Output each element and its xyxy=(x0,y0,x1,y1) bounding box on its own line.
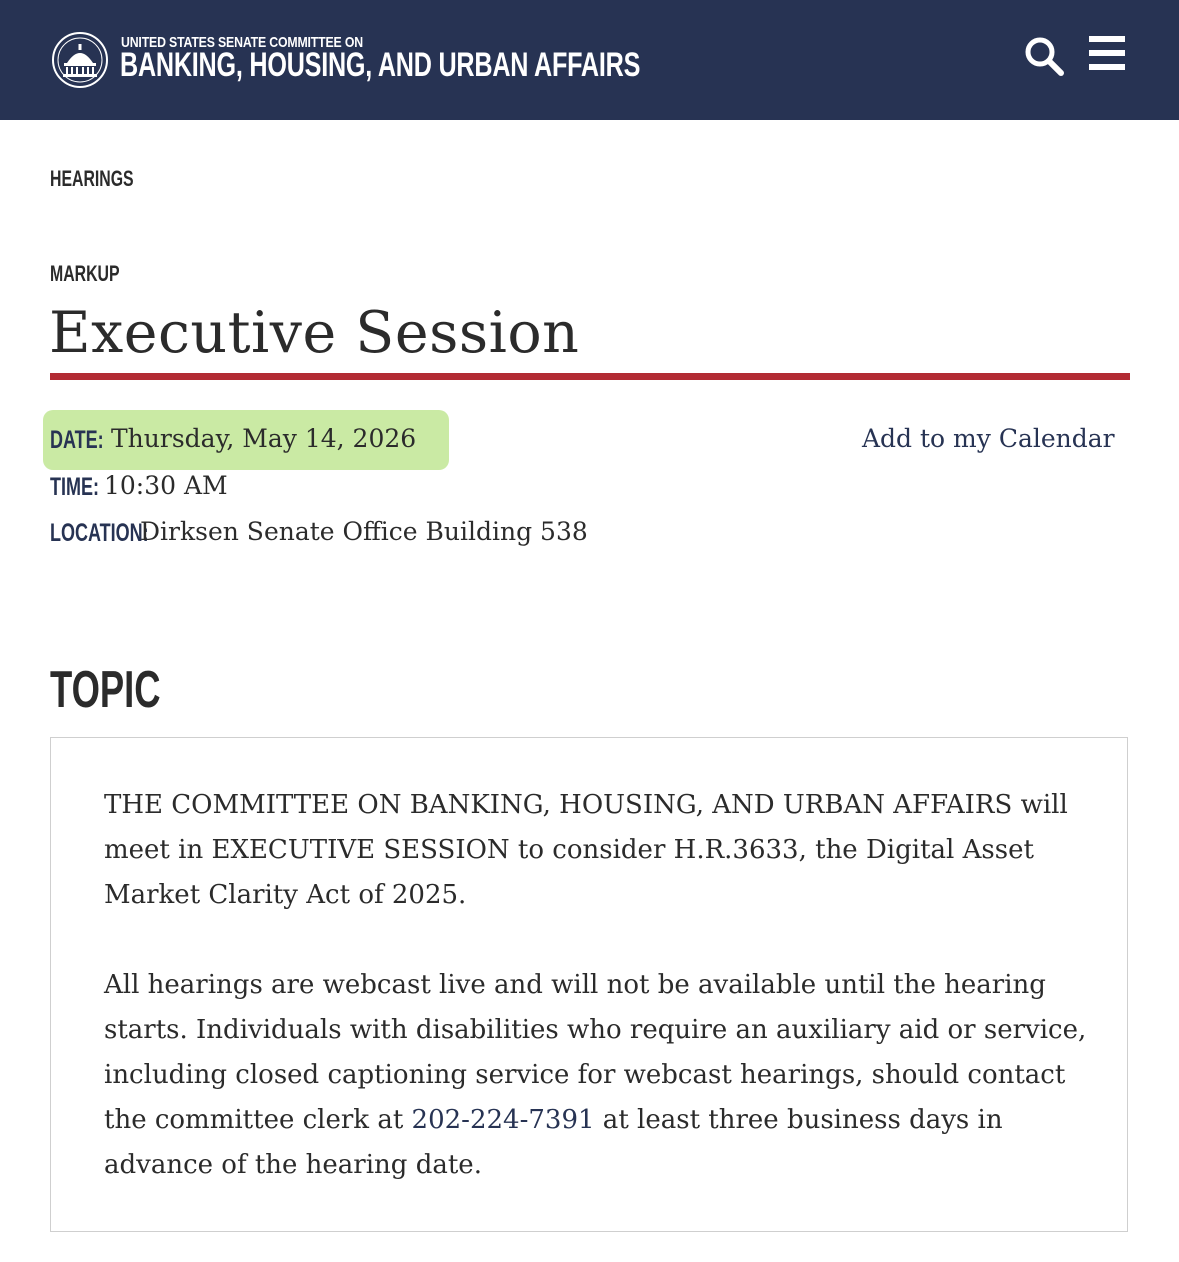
location-label: LOCATION: xyxy=(50,519,149,547)
date-value: Thursday, May 14, 2026 xyxy=(111,424,417,453)
topic-paragraph-2 xyxy=(104,963,1094,1188)
add-to-calendar-link[interactable]: Add to my Calendar xyxy=(862,424,1115,453)
title-divider xyxy=(50,373,1130,380)
site-header xyxy=(0,0,1179,120)
page-title: Executive Session xyxy=(49,300,580,366)
topic-paragraph-1: THE COMMITTEE ON BANKING, HOUSING, AND URBAN AFFAIRS will meet in EXECUTIVE SESSION to consider H.R.3633, the Digital Asset Market Clarity Act of 2025. xyxy=(104,790,1068,910)
clerk-phone-link[interactable]: 202-224-7391 xyxy=(411,1105,595,1135)
search-icon[interactable] xyxy=(1022,34,1066,78)
time-label: TIME: xyxy=(50,473,99,501)
event-category: MARKUP xyxy=(50,261,120,286)
brand-subtitle: UNITED STATES SENATE COMMITTEE ON xyxy=(121,34,363,51)
topic-heading: TOPIC xyxy=(50,661,161,719)
hamburger-menu-icon[interactable] xyxy=(1088,35,1126,73)
breadcrumb-hearings[interactable]: HEARINGS xyxy=(50,166,134,191)
topic-paragraph-2-start: All hearings are webcast live and will not be available until the hearing starts. Individuals with disabilities who require an auxiliary aid or service, including closed captioning service for webcast hearings, should contact the committee clerk at xyxy=(104,970,1087,1135)
topic-paragraph-2-end: at least three business days in advance of the hearing date. xyxy=(104,1105,1003,1180)
time-value: 10:30 AM xyxy=(104,471,228,500)
brand-title[interactable]: BANKING, HOUSING, AND URBAN AFFAIRS xyxy=(120,46,641,84)
senate-seal-logo[interactable] xyxy=(51,31,109,89)
location-value: Dirksen Senate Office Building 538 xyxy=(140,517,588,546)
date-label: DATE: xyxy=(50,426,104,454)
